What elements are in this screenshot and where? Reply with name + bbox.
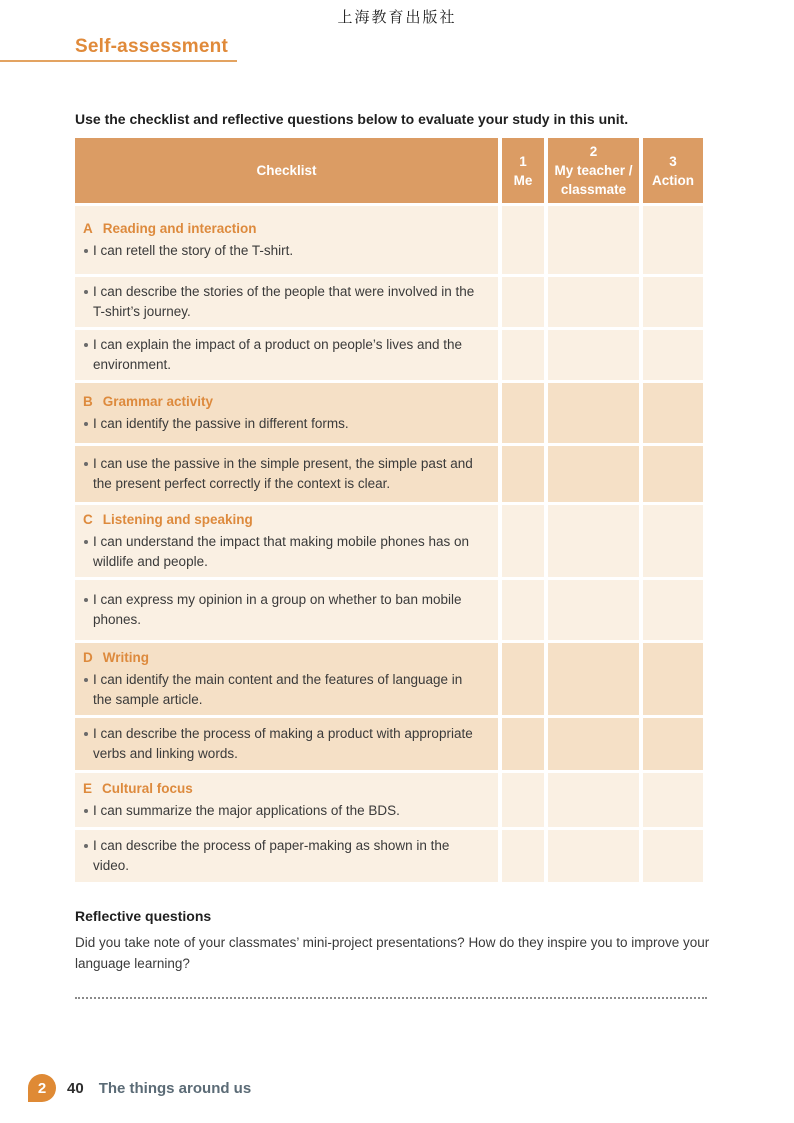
me-cell	[502, 580, 544, 640]
section-letter: C	[83, 512, 93, 527]
me-cell	[502, 277, 544, 327]
action-cell	[643, 718, 703, 770]
table-row-b-head	[75, 383, 703, 443]
item-text: I can identify the main content and the features of language in the sample article.	[93, 672, 463, 707]
table-row	[75, 330, 703, 380]
checklist-cell	[75, 505, 498, 577]
section-title: Reading and interaction	[102, 221, 257, 236]
table-row	[75, 830, 703, 882]
table-row	[75, 718, 703, 770]
action-cell	[643, 330, 703, 380]
teacher-cell	[548, 830, 639, 882]
section-letter: A	[83, 221, 93, 236]
bullet-icon	[84, 540, 88, 544]
item-text: I can describe the process of paper-making as shown in the video.	[93, 838, 450, 873]
checklist-table	[75, 138, 703, 882]
bullet-icon	[84, 678, 88, 682]
action-cell	[643, 580, 703, 640]
header-teacher-label: My teacher / classmate	[554, 163, 633, 197]
checklist-item	[83, 454, 484, 494]
answer-dotted-line	[75, 997, 707, 999]
unit-title: The things around us	[98, 1079, 252, 1097]
instruction-text: Use the checklist and reflective questions below to evaluate your study in this unit.	[75, 111, 629, 127]
checklist-item	[83, 724, 484, 764]
teacher-cell	[548, 277, 639, 327]
checklist-cell	[75, 830, 498, 882]
teacher-cell	[548, 505, 639, 577]
action-cell	[643, 505, 703, 577]
checklist-item	[83, 670, 484, 710]
checklist-item	[83, 241, 484, 261]
teacher-cell	[548, 773, 639, 827]
table-header-row	[75, 138, 703, 203]
action-cell	[643, 773, 703, 827]
section-heading-a	[83, 219, 484, 239]
header-checklist	[75, 138, 498, 203]
teacher-cell	[548, 643, 639, 715]
bullet-icon	[84, 422, 88, 426]
checklist-cell	[75, 718, 498, 770]
table-row-a-head	[75, 206, 703, 274]
teacher-cell	[548, 446, 639, 502]
me-cell	[502, 206, 544, 274]
me-cell	[502, 830, 544, 882]
header-action-label: Action	[652, 172, 694, 188]
table-row	[75, 446, 703, 502]
page-number: 40	[67, 1079, 84, 1097]
header-teacher-num: 2	[589, 144, 598, 159]
bullet-icon	[84, 732, 88, 736]
bullet-icon	[84, 809, 88, 813]
table-row-d-head	[75, 643, 703, 715]
item-text: I can understand the impact that making mobile phones has on wildlife and people.	[93, 534, 469, 569]
action-cell	[643, 383, 703, 443]
item-text: I can express my opinion in a group on whether to ban mobile phones.	[93, 592, 462, 627]
bullet-icon	[84, 462, 88, 466]
checklist-item	[83, 836, 484, 876]
checklist-cell	[75, 773, 498, 827]
me-cell	[502, 383, 544, 443]
page-footer	[28, 1074, 251, 1102]
section-title: Writing	[102, 650, 149, 665]
table-row	[75, 277, 703, 327]
bullet-icon	[84, 598, 88, 602]
item-text: I can summarize the major applications of the BDS.	[93, 803, 400, 818]
item-text: I can use the passive in the simple present, the simple past and the present perfect correctly if the context is clear.	[93, 456, 473, 491]
section-heading-b	[83, 392, 484, 412]
item-text: I can identify the passive in different forms.	[93, 416, 349, 431]
section-heading-c	[83, 510, 484, 530]
checklist-item	[83, 282, 484, 322]
checklist-cell	[75, 206, 498, 274]
item-text: I can describe the process of making a product with appropriate verbs and linking words.	[93, 726, 473, 761]
bullet-icon	[84, 249, 88, 253]
checklist-item	[83, 335, 484, 375]
teacher-cell	[548, 718, 639, 770]
me-cell	[502, 643, 544, 715]
reflective-questions-title: Reflective questions	[75, 908, 212, 924]
me-cell	[502, 446, 544, 502]
item-text: I can explain the impact of a product on people’s lives and the environment.	[93, 337, 462, 372]
header-teacher	[548, 138, 639, 203]
checklist-item	[83, 414, 484, 434]
bullet-icon	[84, 844, 88, 848]
section-letter: E	[83, 781, 93, 796]
section-letter: B	[83, 394, 93, 409]
teacher-cell	[548, 580, 639, 640]
header-checklist-label: Checklist	[256, 163, 317, 178]
action-cell	[643, 277, 703, 327]
page-title: Self-assessment	[75, 36, 228, 57]
me-cell	[502, 330, 544, 380]
header-action-num: 3	[669, 153, 677, 169]
publisher-name: 上海教育出版社	[337, 10, 457, 26]
checklist-cell	[75, 330, 498, 380]
bullet-icon	[84, 343, 88, 347]
table-row-e-head	[75, 773, 703, 827]
checklist-cell	[75, 446, 498, 502]
item-text: I can describe the stories of the people that were involved in the T-shirt’s journey.	[93, 284, 475, 319]
checklist-item	[83, 801, 484, 821]
title-underline	[0, 60, 237, 62]
bullet-icon	[84, 290, 88, 294]
teacher-cell	[548, 330, 639, 380]
header-me-num: 1	[519, 153, 527, 169]
section-heading-d	[83, 648, 484, 668]
section-title: Listening and speaking	[102, 512, 253, 527]
reflective-questions-section	[75, 908, 723, 974]
checklist-cell	[75, 383, 498, 443]
me-cell	[502, 718, 544, 770]
checklist-cell	[75, 643, 498, 715]
section-title: Cultural focus	[102, 781, 193, 796]
header-action	[643, 138, 703, 203]
action-cell	[643, 830, 703, 882]
unit-number-badge	[28, 1074, 56, 1102]
me-cell	[502, 773, 544, 827]
me-cell	[502, 505, 544, 577]
checklist-item	[83, 590, 484, 630]
section-letter: D	[83, 650, 93, 665]
action-cell	[643, 446, 703, 502]
action-cell	[643, 206, 703, 274]
action-cell	[643, 643, 703, 715]
unit-number: 2	[37, 1079, 47, 1097]
section-heading-e	[83, 779, 484, 799]
table-row-c-head	[75, 505, 703, 577]
header-me-label: Me	[513, 172, 533, 188]
section-title: Grammar activity	[102, 394, 214, 409]
checklist-cell	[75, 580, 498, 640]
checklist-cell	[75, 277, 498, 327]
table-row	[75, 580, 703, 640]
item-text: I can retell the story of the T-shirt.	[93, 243, 294, 258]
header-me	[502, 138, 544, 203]
reflective-question-text: Did you take note of your classmates’ mini-project presentations? How do they inspire you to improve your language learning?	[75, 935, 710, 971]
checklist-item	[83, 532, 484, 572]
teacher-cell	[548, 383, 639, 443]
teacher-cell	[548, 206, 639, 274]
